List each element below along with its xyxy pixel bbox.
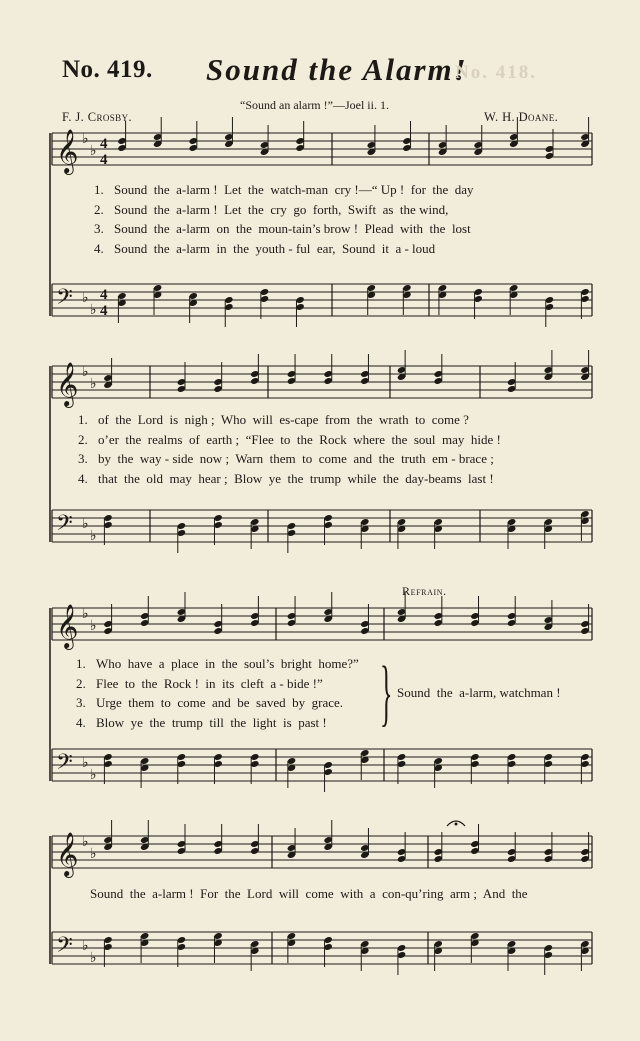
- flat-sign: ♭: [90, 377, 97, 392]
- flat-sign: ♭: [90, 303, 97, 318]
- bass-clef: 𝄢: [56, 511, 73, 541]
- refrain-line-2: Sound the a-larm ! For the Lord will come with a con-qu’ring arm ; And the: [90, 886, 528, 901]
- verse-line: 1. of the Lord is nigh ; Who will es-cape from the wrath to come ?: [78, 412, 469, 427]
- bass-clef: 𝄢: [56, 933, 73, 963]
- verse-line: 3. Urge them to come and be saved by grace.: [76, 695, 344, 710]
- verse-line: 1. Sound the a-larm ! Let the watch-man cry !—“ Up ! for the day: [94, 182, 474, 197]
- hymn-title: Sound the Alarm!: [206, 52, 468, 87]
- brace-glyph: }: [380, 652, 393, 734]
- time-signature: 4: [100, 152, 108, 168]
- refrain-line-1: Sound the a-larm, watchman !: [397, 685, 561, 700]
- flat-sign: ♭: [90, 144, 97, 159]
- time-signature: 4: [100, 136, 108, 152]
- verse-line: 1. Who have a place in the soul’s bright home?”: [76, 656, 359, 671]
- verse-block-3: [76, 656, 359, 734]
- fermata-dot: [455, 823, 458, 826]
- treble-clef: 𝄞: [56, 604, 79, 648]
- flat-sign: ♭: [82, 939, 89, 954]
- treble-clef: 𝄞: [56, 129, 79, 173]
- flat-sign: ♭: [82, 607, 89, 622]
- epigraph: “Sound an alarm !”—Joel ii. 1.: [240, 98, 389, 112]
- verse-line: 3. Sound the a-larm on the moun-tain’s brow ! Plead with the lost: [94, 221, 471, 236]
- flat-sign: ♭: [90, 951, 97, 966]
- composer: W. H. Doane.: [484, 110, 559, 124]
- verse-line: 4. Sound the a-larm in the youth - ful ear, Sound it a - loud: [94, 240, 436, 256]
- verse-line: 3. by the way - side now ; Warn them to come and the truth em - brace ;: [78, 451, 494, 466]
- flat-sign: ♭: [82, 517, 89, 532]
- refrain-label: Refrain.: [402, 584, 447, 598]
- lyricist: F. J. Crosby.: [62, 110, 132, 124]
- treble-clef: 𝄞: [56, 362, 79, 406]
- verse-line: 4. Blow ye the trump till the light is past !: [76, 714, 327, 730]
- flat-sign: ♭: [82, 365, 89, 380]
- verse-line: 2. Sound the a-larm ! Let the cry go forth, Swift as the wind,: [94, 201, 449, 217]
- time-signature: 4: [100, 287, 108, 303]
- flat-sign: ♭: [82, 835, 89, 850]
- flat-sign: ♭: [90, 768, 97, 783]
- flat-sign: ♭: [90, 619, 97, 634]
- treble-clef: 𝄞: [56, 832, 79, 876]
- flat-sign: ♭: [90, 847, 97, 862]
- time-signature: 4: [100, 303, 108, 319]
- verse-block-2: [78, 412, 501, 490]
- bass-clef: 𝄢: [56, 285, 73, 315]
- verse-line: 2. o’er the realms of earth ; “Flee to the Rock where the soul may hide !: [78, 431, 501, 447]
- flat-sign: ♭: [90, 529, 97, 544]
- bleed-through-text: No. 418.: [455, 62, 537, 83]
- verse-line: 2. Flee to the Rock ! in its cleft a - bide !”: [76, 675, 323, 691]
- verse-block-1: [94, 182, 474, 260]
- bass-clef: 𝄢: [56, 750, 73, 780]
- verse-line: 4. that the old may hear ; Blow ye the trump while the day-beams last !: [78, 470, 494, 486]
- hymn-number: No. 419.: [62, 56, 153, 83]
- flat-sign: ♭: [82, 291, 89, 306]
- flat-sign: ♭: [82, 132, 89, 147]
- flat-sign: ♭: [82, 756, 89, 771]
